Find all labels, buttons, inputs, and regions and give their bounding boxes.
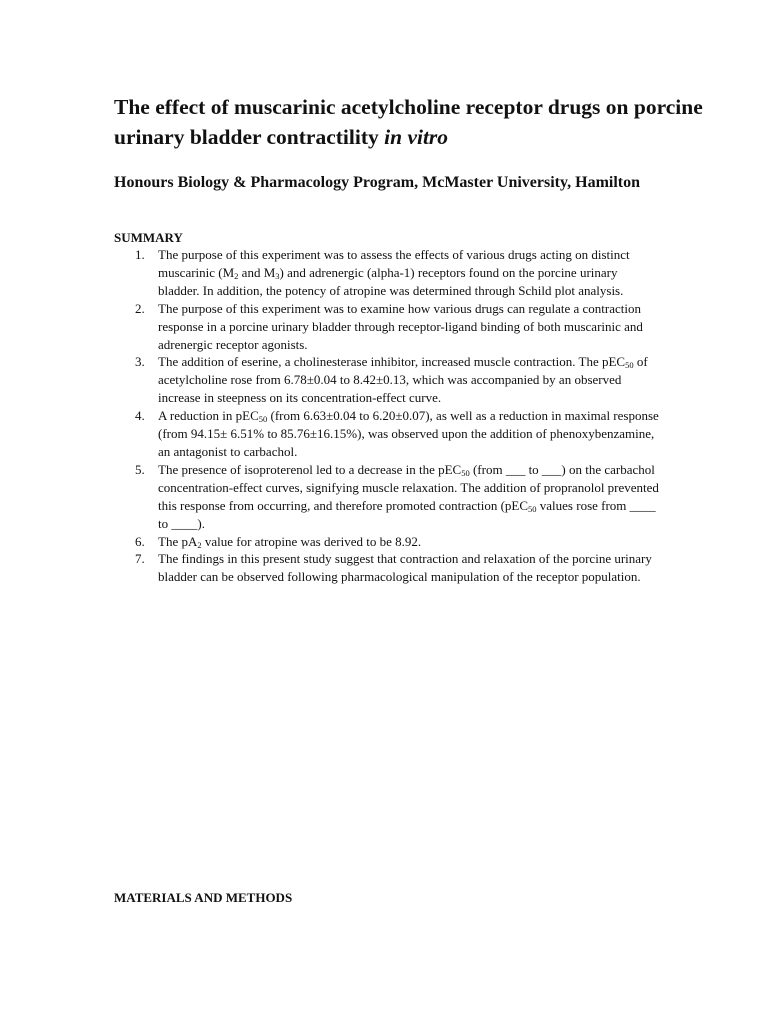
summary-item (114, 533, 659, 551)
summary-item-number: 2. (135, 300, 145, 316)
materials-methods-heading: MATERIALS AND METHODS (114, 890, 293, 905)
title-italic-text: in vitro (384, 125, 449, 149)
summary-item-text (158, 408, 659, 459)
text-run: values rose from ____ to ____). (158, 497, 656, 531)
summary-item-number: 5. (135, 461, 145, 477)
summary-list (114, 246, 659, 586)
text-run: A reduction in pEC (158, 408, 259, 424)
text-run: The addition of eserine, a cholinesterase inhibitor, increased muscle contraction. The pEC (158, 354, 626, 370)
summary-item (114, 550, 659, 586)
summary-heading: SUMMARY (114, 230, 183, 245)
text-run: (from ___ to ___) on the carbachol concentration-effect curves, signifying muscle relaxation. The addition of propranolol prevented this response from occurring, and therefore promoted contraction (pEC (158, 461, 659, 513)
summary-item-text (158, 354, 648, 405)
affiliation: Honours Biology & Pharmacology Program, McMaster University, Hamilton (114, 174, 641, 191)
subscript: 50 (461, 467, 470, 478)
summary-item (114, 461, 659, 533)
subscript: 50 (625, 360, 634, 371)
text-run: The findings in this present study suggest that contraction and relaxation of the porcine urinary bladder can be observed following pharmacological manipulation of the receptor population. (158, 551, 652, 585)
summary-item (114, 407, 659, 461)
text-run: and M (238, 264, 276, 280)
summary-item-number: 4. (135, 408, 145, 424)
summary-item (114, 300, 659, 354)
subscript: 3 (275, 270, 280, 281)
text-run: of acetylcholine rose from 6.78±0.04 to 8.42±0.13, which was accompanied by an observed increase in steepness on its concentration-effect curve. (158, 354, 648, 406)
summary-item-text (158, 301, 643, 352)
text-run: ) and adrenergic (alpha-1) receptors found on the porcine urinary bladder. In addition, the potency of atropine was determined through Schild plot analysis. (158, 264, 624, 298)
text-run: The pA (158, 533, 198, 549)
summary-item-number: 6. (135, 533, 145, 549)
subscript: 50 (258, 414, 268, 425)
text-run: (from 6.63±0.04 to 6.20±0.07), as well as a reduction in maximal response (from 94.15± 6.51% to 85.76±16.15%), was observed upon the addition of phenoxybenzamine, an antagonist to carbachol. (158, 408, 659, 459)
summary-item-text (158, 247, 630, 298)
summary-item-text (158, 462, 659, 531)
summary-item-text (158, 551, 652, 584)
text-run: The purpose of this experiment was to assess the effects of various drugs acting on distinct muscarinic (M (158, 247, 630, 280)
summary-item-number: 3. (135, 354, 145, 370)
summary-item-number: 7. (135, 551, 145, 567)
text-run: value for atropine was derived to be 8.92. (201, 533, 422, 549)
subscript: 2 (234, 270, 239, 281)
document-title (114, 92, 714, 152)
text-run: The purpose of this experiment was to examine how various drugs can regulate a contraction response in a porcine urinary bladder through receptor-ligand binding of both muscarinic and adrenergic receptor agonists. (158, 300, 643, 352)
title-main-text: The effect of muscarinic acetylcholine receptor drugs on porcine urinary bladder contractility (114, 95, 703, 149)
summary-item (114, 246, 659, 300)
summary-item-number: 1. (135, 247, 145, 262)
text-run: The presence of isoproterenol led to a decrease in the pEC (158, 461, 462, 477)
summary-item-text (158, 534, 421, 549)
summary-item (114, 353, 659, 407)
subscript: 50 (528, 503, 537, 514)
subscript: 2 (197, 539, 202, 550)
